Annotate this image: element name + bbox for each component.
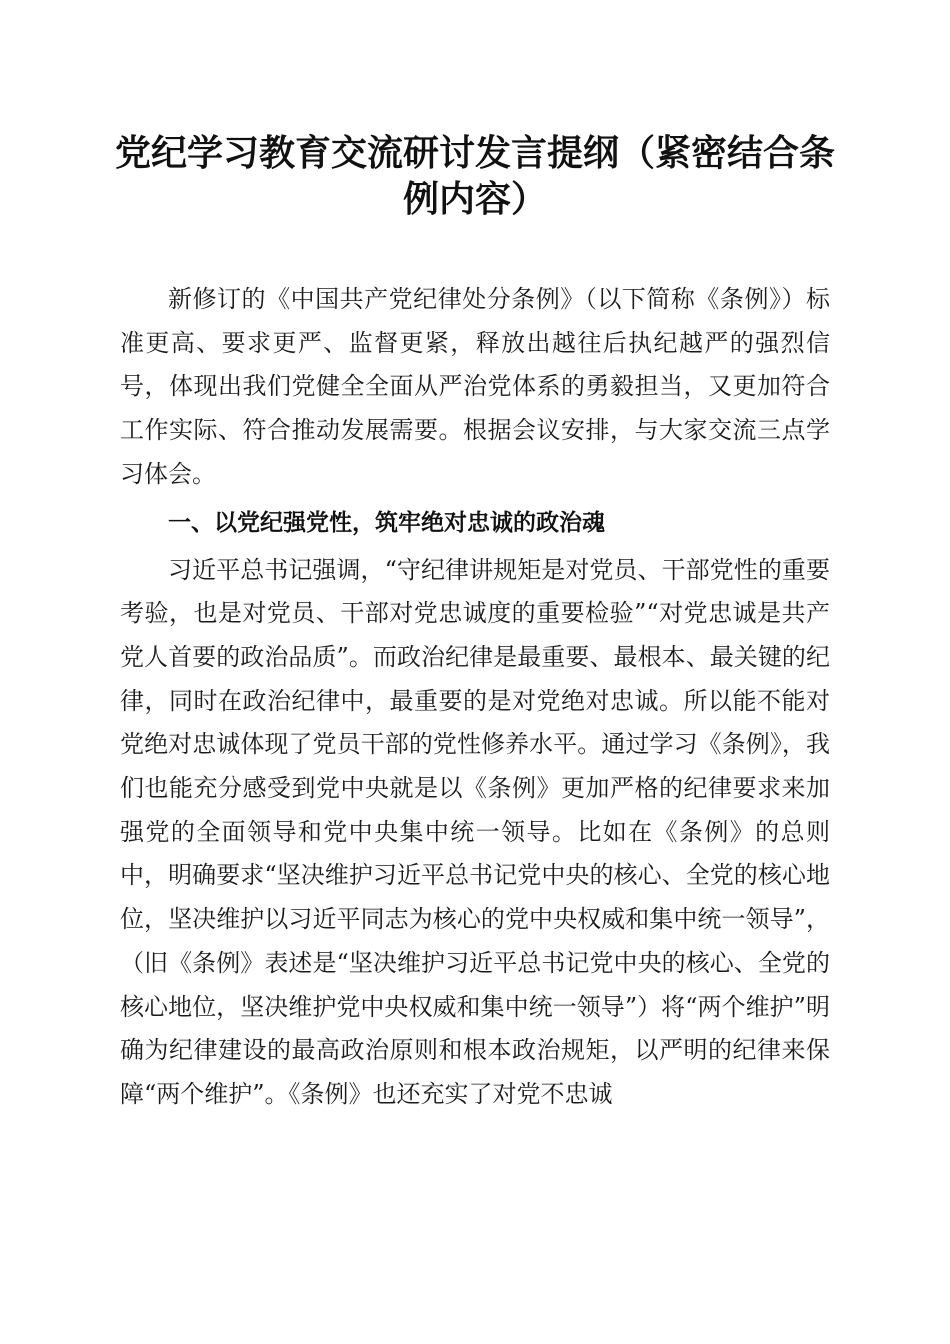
intro-paragraph: 新修订的《中国共产党纪律处分条例》（以下简称《条例》）标准更高、要求更严、监督更紧，释放出越往后执纪越严的强烈信号，体现出我们党健全全面从严治党体系的勇毅担当，又更加符合工作实际、符合推动发展需要。根据会议安排，与大家交流三点学习体会。 <box>120 285 830 488</box>
section-1-heading: 一、以党纪强党性，筑牢绝对忠诚的政治魂 <box>168 509 605 536</box>
section-1-paragraph: 习近平总书记强调，“守纪律讲规矩是对党员、干部党性的重要考验，也是对党员、干部对党忠诚度的重要检验”“对党忠诚是共产党人首要的政治品质”。而政治纪律是最重要、最根本、最关键的纪律，同时在政治纪律中，最重要的是对党绝对忠诚。所以能不能对党绝对忠诚体现了党员干部的党性修养水平。通过学习《条例》，我们也能充分感受到党中央就是以《条例》更加严格的纪律要求来加强党的全面领导和党中央集中统一领导。比如在《条例》的总则中，明确要求“坚决维护习近平总书记党中央的核心、全党的核心地位，坚决维护以习近平同志为核心的党中央权威和集中统一领导”，（旧《条例》表述是“坚决维护习近平总书记党中央的核心、全党的核心地位，坚决维护党中央权威和集中统一领导”）将“两个维护”明确为纪律建设的最高政治原则和根本政治规矩，以严明的纪律来保障“两个维护”。《条例》也还充实了对党不忠诚 <box>120 555 830 1108</box>
document-title: 党纪学习教育交流研讨发言提纲（紧密结合条例内容） <box>114 132 835 220</box>
document-body <box>120 278 830 1117</box>
